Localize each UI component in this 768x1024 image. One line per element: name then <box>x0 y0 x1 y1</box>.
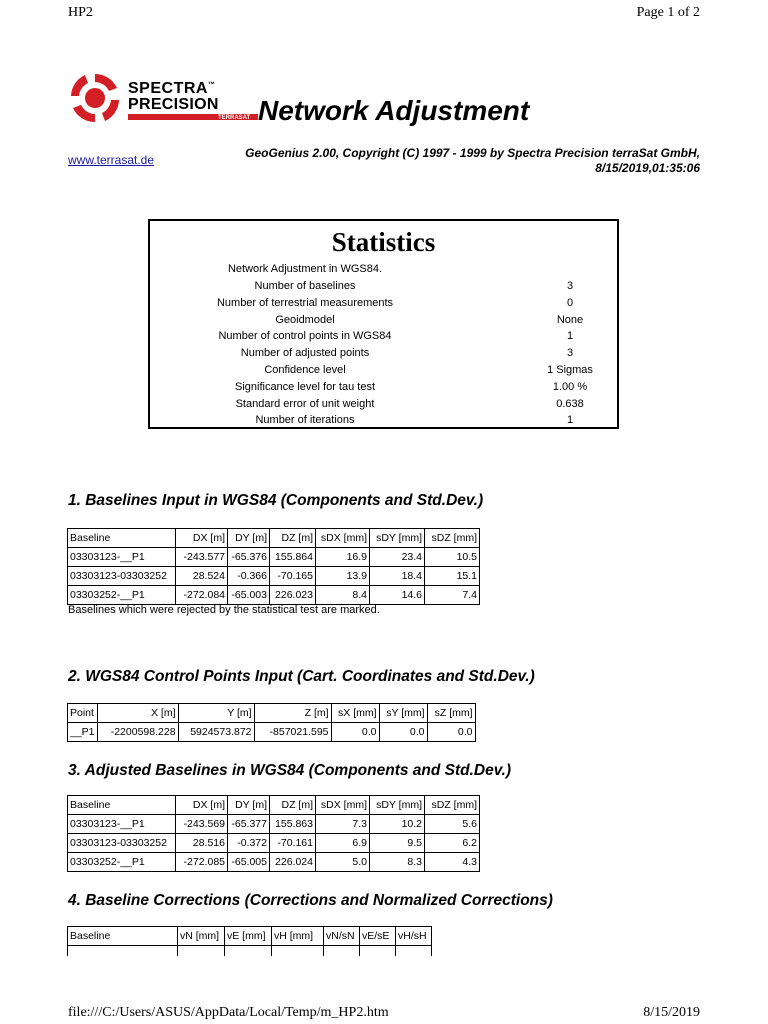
statistics-row <box>150 297 620 314</box>
table-cell <box>324 946 360 957</box>
statistics-row <box>150 414 620 431</box>
column-header: DX [m] <box>176 796 228 815</box>
table-row <box>68 815 480 834</box>
column-header: sDY [mm] <box>370 796 425 815</box>
statistics-row <box>150 398 620 415</box>
statistics-label: Number of terrestrial measurements <box>216 296 394 309</box>
print-date: 8/15/2019 <box>643 1005 700 1020</box>
table-cell: 6.9 <box>316 834 370 853</box>
table-cell: -272.085 <box>176 853 228 872</box>
column-header: sX [mm] <box>331 704 379 723</box>
brand-line1: SPECTRA™ <box>128 80 216 97</box>
table-cell: 03303252-__P1 <box>68 586 176 605</box>
statistics-row <box>150 347 620 364</box>
column-header: sDX [mm] <box>316 796 370 815</box>
table-row <box>68 723 476 742</box>
statistics-row <box>150 314 620 331</box>
table-cell: 10.5 <box>425 548 480 567</box>
table-cell: 5.0 <box>316 853 370 872</box>
statistics-value: 1 <box>566 330 574 343</box>
column-header: Baseline <box>68 796 176 815</box>
table-cell: -70.161 <box>270 834 316 853</box>
statistics-box <box>148 219 619 429</box>
table-row <box>68 834 480 853</box>
table-cell: 0.0 <box>427 723 475 742</box>
brand-line2: PRECISION <box>128 96 219 113</box>
column-header: sDX [mm] <box>316 529 370 548</box>
table-cell: 226.023 <box>270 586 316 605</box>
statistics-label: Standard error of unit weight <box>235 397 375 410</box>
table-cell: -2200598.228 <box>97 723 178 742</box>
section-2-heading: 2. WGS84 Control Points Input (Cart. Coordinates and Std.Dev.) <box>68 668 535 685</box>
column-header: sDZ [mm] <box>425 529 480 548</box>
page-header-left: HP2 <box>68 5 93 20</box>
table-cell: 7.3 <box>316 815 370 834</box>
table-cell: 155.864 <box>270 548 316 567</box>
baseline-corrections-table <box>67 926 432 956</box>
column-header: sDZ [mm] <box>425 796 480 815</box>
table-header-row <box>68 704 476 723</box>
statistics-row <box>150 280 620 297</box>
table-cell: 14.6 <box>370 586 425 605</box>
table-cell: 15.1 <box>425 567 480 586</box>
statistics-value: 3 <box>566 280 574 292</box>
column-header: Point <box>68 704 98 723</box>
control-points-table <box>67 703 476 742</box>
table-cell: -243.569 <box>176 815 228 834</box>
statistics-label: Number of adjusted points <box>240 347 370 360</box>
table-row <box>68 548 480 567</box>
table-cell: __P1 <box>68 723 98 742</box>
table-header-row <box>68 927 432 946</box>
column-header: Baseline <box>68 927 178 946</box>
terrasat-link[interactable]: www.terrasat.de <box>68 153 155 167</box>
table-cell: 10.2 <box>370 815 425 834</box>
table-row <box>68 586 480 605</box>
statistics-label: Significance level for tau test <box>234 380 376 393</box>
table-cell: 23.4 <box>370 548 425 567</box>
table-cell: -857021.595 <box>254 723 331 742</box>
column-header: DZ [m] <box>270 796 316 815</box>
statistics-value: 1.00 % <box>552 380 588 393</box>
table-cell: 226.024 <box>270 853 316 872</box>
statistics-label: Geoidmodel <box>275 313 335 326</box>
table-cell: 28.524 <box>176 567 228 586</box>
brand-sub: TERRASAT <box>218 115 251 121</box>
table-cell: 0.0 <box>331 723 379 742</box>
table-header-row <box>68 796 480 815</box>
table-cell: 13.9 <box>316 567 370 586</box>
table-cell <box>68 946 178 957</box>
table-cell: -65.376 <box>228 548 270 567</box>
table-cell: 8.4 <box>316 586 370 605</box>
column-header: vN/sN <box>324 927 360 946</box>
adjusted-baselines-table <box>67 795 480 872</box>
page-title: Network Adjustment <box>258 95 530 126</box>
table-cell: 03303252-__P1 <box>68 853 176 872</box>
statistics-value: 3 <box>566 347 574 360</box>
table-cell: 4.3 <box>425 853 480 872</box>
column-header: Z [m] <box>254 704 331 723</box>
table-cell: 03303123-03303252 <box>68 834 176 853</box>
statistics-label: Confidence level <box>264 364 346 376</box>
statistics-title: Statistics <box>331 227 436 257</box>
table-cell: -70.165 <box>270 567 316 586</box>
table-cell: 03303123-03303252 <box>68 567 176 586</box>
statistics-value: 1 Sigmas <box>547 364 593 376</box>
column-header: vH [mm] <box>272 927 324 946</box>
table-header-row <box>68 529 480 548</box>
column-header: X [m] <box>97 704 178 723</box>
table-cell: -0.366 <box>228 567 270 586</box>
table-cell: 9.5 <box>370 834 425 853</box>
column-header: vE [mm] <box>225 927 272 946</box>
column-header: vE/sE <box>360 927 396 946</box>
table-cell: 28.516 <box>176 834 228 853</box>
section-3-heading: 3. Adjusted Baselines in WGS84 (Components and Std.Dev.) <box>68 762 511 779</box>
section-1-heading: 1. Baselines Input in WGS84 (Components and Std.Dev.) <box>68 492 484 509</box>
column-header: sDY [mm] <box>370 529 425 548</box>
statistics-label: Number of control points in WGS84 <box>218 330 392 343</box>
table-cell: -65.377 <box>228 815 270 834</box>
table-cell <box>396 946 432 957</box>
table-cell <box>178 946 225 957</box>
column-header: sZ [mm] <box>427 704 475 723</box>
column-header: Y [m] <box>178 704 254 723</box>
table-cell: 7.4 <box>425 586 480 605</box>
table-cell: -243.577 <box>176 548 228 567</box>
table-cell: 16.9 <box>316 548 370 567</box>
swirl-logo-icon <box>68 70 126 125</box>
table-cell: 5.6 <box>425 815 480 834</box>
table-cell <box>225 946 272 957</box>
baselines-input-table <box>67 528 480 605</box>
column-header: DY [m] <box>228 529 270 548</box>
statistics-label: Number of baselines <box>254 280 356 292</box>
table-cell <box>272 946 324 957</box>
table-cell: 155.863 <box>270 815 316 834</box>
table-row <box>68 853 480 872</box>
column-header: sY [mm] <box>379 704 427 723</box>
table-cell: 6.2 <box>425 834 480 853</box>
statistics-value: 1 <box>566 414 574 427</box>
statistics-subtitle: Network Adjustment in WGS84. <box>227 263 383 275</box>
copyright-text: GeoGenius 2.00, Copyright (C) 1997 - 1999 by Spectra Precision terraSat GmbH, 8/15/2019,01:35:06 <box>245 146 700 175</box>
table-cell <box>360 946 396 957</box>
spectra-precision-logo <box>68 70 258 125</box>
table-cell: 03303123-__P1 <box>68 548 176 567</box>
column-header: vN [mm] <box>178 927 225 946</box>
column-header: DY [m] <box>228 796 270 815</box>
statistics-value: None <box>556 313 584 326</box>
table-cell: 03303123-__P1 <box>68 815 176 834</box>
section-4-heading: 4. Baseline Corrections (Corrections and Normalized Corrections) <box>68 892 553 909</box>
table-cell: -0.372 <box>228 834 270 853</box>
table-row <box>68 567 480 586</box>
column-header: Baseline <box>68 529 176 548</box>
statistics-row <box>150 381 620 398</box>
table-cell: -65.003 <box>228 586 270 605</box>
table-cell: 5924573.872 <box>178 723 254 742</box>
statistics-value: 0 <box>566 296 574 309</box>
page-number: Page 1 of 2 <box>636 5 700 20</box>
column-header: vH/sH <box>396 927 432 946</box>
statistics-row <box>150 364 620 381</box>
column-header: DX [m] <box>176 529 228 548</box>
table-cell: -65.005 <box>228 853 270 872</box>
statistics-row <box>150 330 620 347</box>
statistics-value: 0.638 <box>556 397 584 410</box>
table-cell: -272.084 <box>176 586 228 605</box>
column-header: DZ [m] <box>270 529 316 548</box>
file-path: file:///C:/Users/ASUS/AppData/Local/Temp/m_HP2.htm <box>68 1005 389 1020</box>
statistics-label: Number of iterations <box>255 414 355 427</box>
table-cell: 18.4 <box>370 567 425 586</box>
table-row <box>68 946 432 957</box>
rejected-note: Baselines which were rejected by the statistical test are marked. <box>68 604 380 616</box>
table-cell: 8.3 <box>370 853 425 872</box>
table-cell: 0.0 <box>379 723 427 742</box>
